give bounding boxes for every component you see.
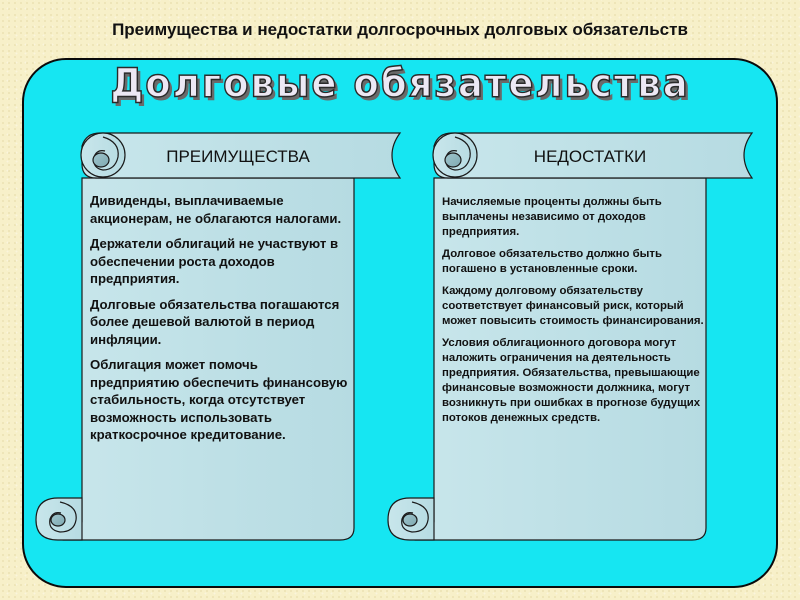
advantages-top-curl	[81, 133, 125, 177]
wordart-heading: Долговые обязательства	[110, 60, 690, 107]
advantages-bottom-curl	[36, 498, 82, 540]
advantages-header: ПРЕИМУЩЕСТВА	[166, 147, 310, 166]
disadvantage-item: Условия облигационного договора могут наложить ограничения на деятельность предприятия. Обязательства, превышающие финансовые возможности должника, могут возникнуть при ошибках в прогнозе будущих потоков денежных средств.	[442, 337, 701, 424]
disadvantages-list	[442, 195, 704, 433]
slide-title: Преимущества и недостатки долгосрочных долговых обязательств	[112, 20, 688, 39]
advantage-item: Долговые обязательства погашаются более дешевой валютой в период инфляции.	[90, 296, 340, 347]
disadvantage-item: Начисляемые проценты должны быть выплачены независимо от доходов предприятия.	[442, 196, 662, 238]
disadvantage-item: Долговое обязательство должно быть погашено в установленные сроки.	[442, 248, 662, 275]
disadvantages-top-curl	[433, 133, 477, 177]
disadvantages-header: НЕДОСТАТКИ	[533, 147, 647, 166]
disadvantage-item: Каждому долговому обязательству соответствует финансовый риск, который может повысить стоимость финансирования.	[442, 285, 704, 327]
advantage-item: Облигация может помочь предприятию обеспечить финансовую стабильность, когда отсутствует возможность использовать краткосрочное кредитование.	[90, 357, 348, 442]
disadvantages-bottom-curl	[388, 498, 434, 540]
advantage-item: Дивиденды, выплачиваемые акционерам, не облагаются налогами.	[90, 193, 342, 226]
advantages-list	[90, 192, 348, 452]
advantage-item: Держатели облигаций не участвуют в обеспечении роста доходов предприятия.	[90, 236, 339, 286]
